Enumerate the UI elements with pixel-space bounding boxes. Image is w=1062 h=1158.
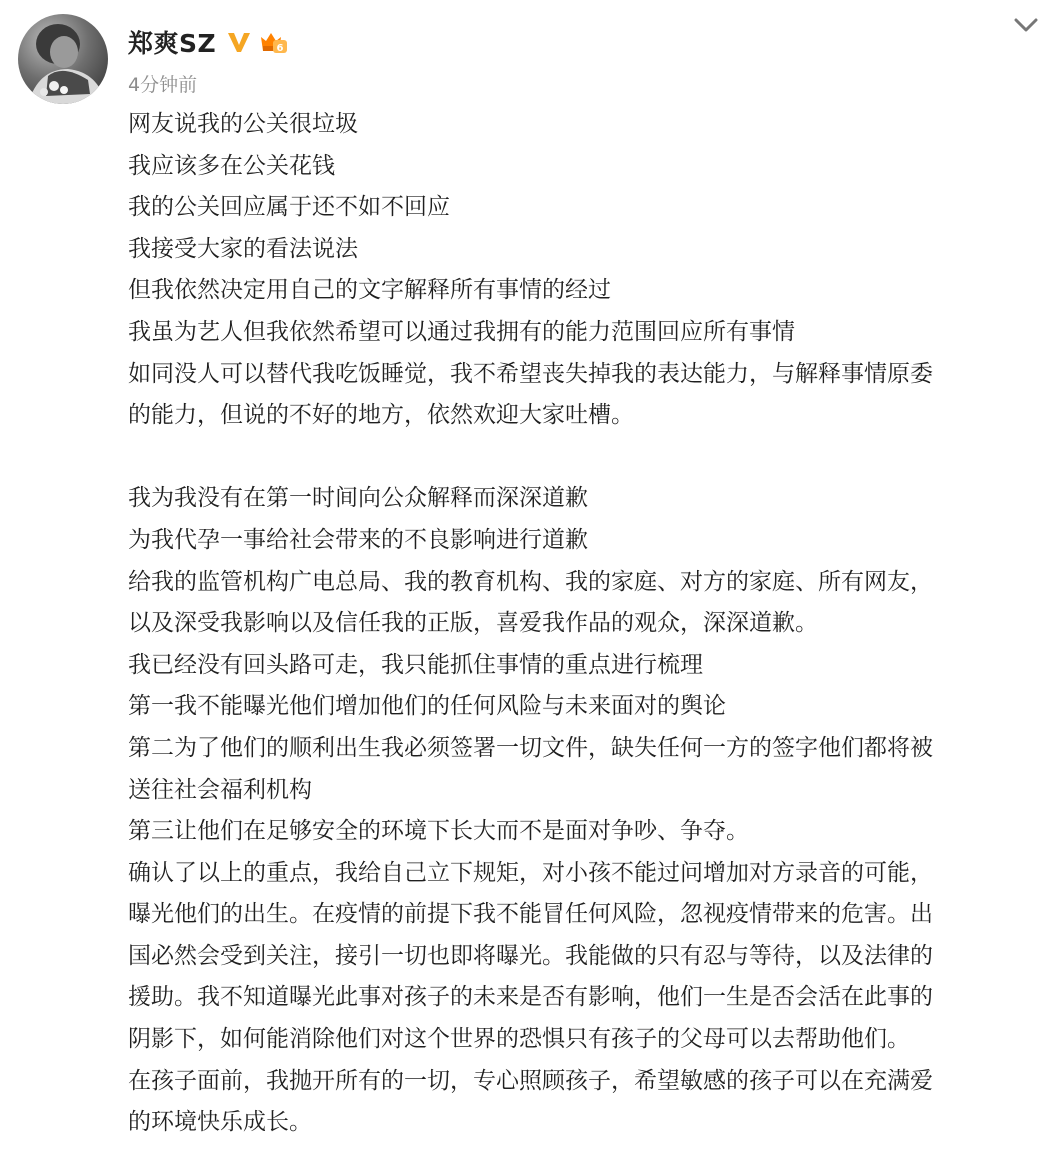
avatar-photo-icon [18, 14, 108, 104]
vip-level-badge-icon[interactable] [258, 29, 288, 55]
post-content [128, 104, 1028, 1144]
post-text-line: 第三让他们在足够安全的环境下长大而不是面对争吵、争夺。 [128, 818, 749, 845]
post-text-line: 我的公关回应属于还不如不回应 [128, 194, 450, 221]
post-text-line: 我为我没有在第一时间向公众解释而深深道歉 [128, 485, 588, 512]
post-text-line: 如同没人可以替代我吃饭睡觉，我不希望丧失掉我的表达能力，与解释事情原委 [128, 360, 933, 387]
post-text-line: 在孩子面前，我抛开所有的一切，专心照顾孩子，希望敏感的孩子可以在充满爱 [128, 1067, 933, 1094]
post-text-line: 送往社会福利机构 [128, 776, 312, 803]
post-text-line: 的能力，但说的不好的地方，依然欢迎大家吐槽。 [128, 402, 634, 429]
paragraph-spacer [128, 437, 1028, 479]
post-text-line: 国必然会受到关注，接引一切也即将曝光。我能做的只有忍与等待，以及法律的 [128, 942, 933, 969]
post-text-line: 第一我不能曝光他们增加他们的任何风险与未来面对的舆论 [128, 693, 726, 720]
post-text-line: 我已经没有回头路可走，我只能抓住事情的重点进行梳理 [128, 651, 703, 678]
post-text-line: 阴影下，如何能消除他们对这个世界的恐惧只有孩子的父母可以去帮助他们。 [128, 1026, 910, 1053]
post-text-line: 我应该多在公关花钱 [128, 152, 335, 179]
post-header [128, 20, 288, 64]
post-text-line: 网友说我的公关很垃圾 [128, 111, 358, 137]
post-text-line: 我接受大家的看法说法 [128, 235, 358, 262]
post-text-line: 给我的监管机构广电总局、我的教育机构、我的家庭、对方的家庭、所有网友， [128, 568, 933, 595]
verified-v-icon [226, 29, 252, 55]
chevron-down-icon[interactable] [1012, 14, 1040, 38]
username[interactable]: 郑爽SZ [128, 29, 217, 58]
post-text-line: 援助。我不知道曝光此事对孩子的未来是否有影响，他们一生是否会活在此事的 [128, 984, 933, 1011]
post-text-line: 确认了以上的重点，我给自己立下规矩，对小孩不能过问增加对方录音的可能， [128, 859, 933, 886]
post-text-line: 曝光他们的出生。在疫情的前提下我不能冒任何风险，忽视疫情带来的危害。出 [128, 901, 933, 928]
svg-text:6: 6 [276, 43, 284, 54]
post-text-line: 以及深受我影响以及信任我的正版，喜爱我作品的观众，深深道歉。 [128, 610, 818, 637]
post-text-line: 第二为了他们的顺利出生我必须签署一切文件，缺失任何一方的签字他们都将被 [128, 734, 933, 761]
post-text-line: 的环境快乐成长。 [128, 1109, 312, 1136]
post-text-line: 为我代孕一事给社会带来的不良影响进行道歉 [128, 526, 588, 553]
post-timestamp: 4分钟前 [128, 74, 198, 96]
post-text-line: 我虽为艺人但我依然希望可以通过我拥有的能力范围回应所有事情 [128, 318, 795, 345]
post-text-line: 但我依然决定用自己的文字解释所有事情的经过 [128, 277, 611, 304]
avatar[interactable] [18, 14, 108, 104]
